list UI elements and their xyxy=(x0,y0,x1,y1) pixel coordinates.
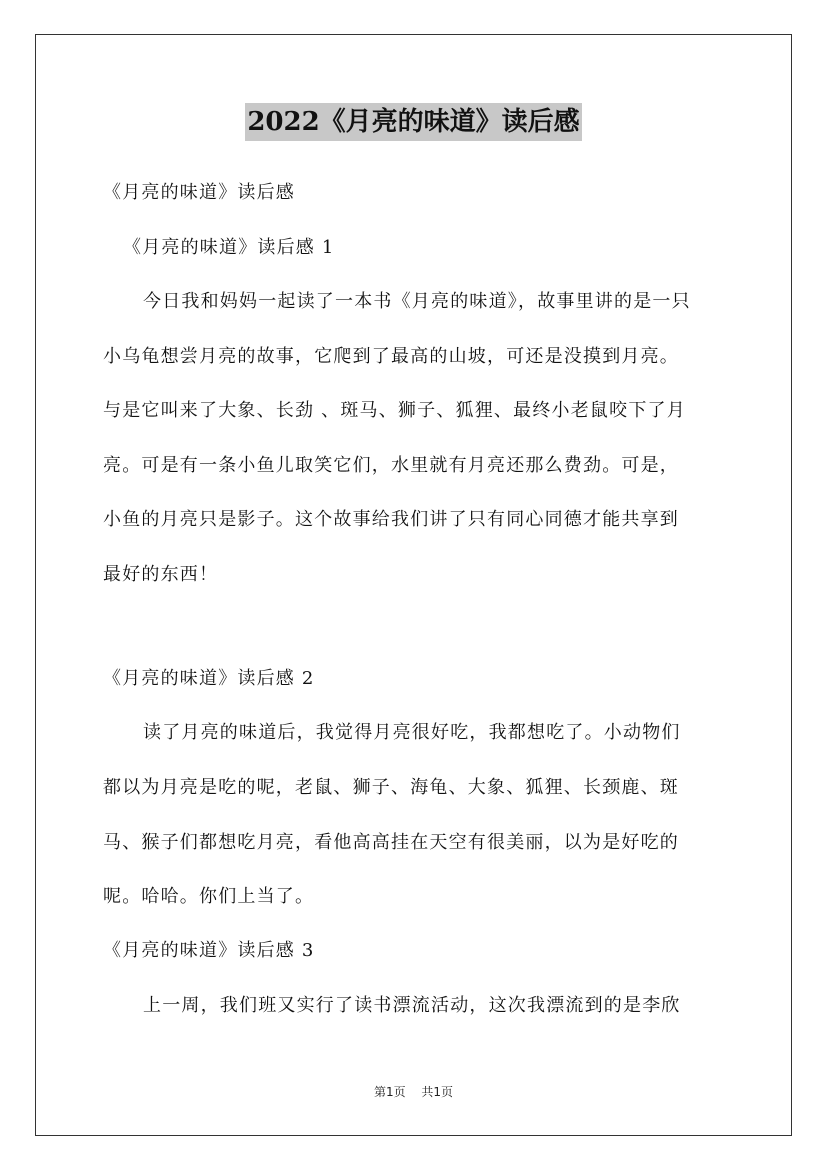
paragraph-line: 都以为月亮是吃的呢，老鼠、狮子、海龟、大象、狐狸、长颈鹿、斑 xyxy=(103,777,679,798)
paragraph-line: 读了月亮的味道后，我觉得月亮很好吃，我都想吃了。小动物们 xyxy=(143,722,681,743)
paragraph-line: 今日我和妈妈一起读了一本书《月亮的味道》，故事里讲的是一只 xyxy=(143,291,691,312)
page-footer xyxy=(0,1083,827,1100)
subheading-2: 《月亮的味道》读后感 2 xyxy=(103,668,315,689)
page-total: 共1页 xyxy=(421,1085,454,1099)
paragraph-line: 亮。可是有一条小鱼儿取笑它们，水里就有月亮还那么费劲。可是， xyxy=(103,455,679,476)
paragraph-line: 与是它叫来了大象、长劲 、斑马、狮子、狐狸、最终小老鼠咬下了月 xyxy=(103,400,686,421)
subheading-1: 《月亮的味道》读后感 1 xyxy=(123,237,335,258)
paragraph-line: 小乌龟想尝月亮的故事，它爬到了最高的山坡，可还是没摸到月亮。 xyxy=(103,346,679,367)
paragraph-line: 马、猴子们都想吃月亮，看他高高挂在天空有很美丽，以为是好吃的 xyxy=(103,832,679,853)
subheading-3: 《月亮的味道》读后感 3 xyxy=(103,940,315,961)
document-title-wrap xyxy=(0,103,827,141)
paragraph-line: 小鱼的月亮只是影子。这个故事给我们讲了只有同心同德才能共享到 xyxy=(103,509,679,530)
page-number: 第1页 xyxy=(373,1085,406,1099)
paragraph-line: 最好的东西！ xyxy=(103,564,219,585)
paragraph-line: 呢。哈哈。你们上当了。 xyxy=(103,886,315,907)
document-title: 2022《月亮的味道》读后感 xyxy=(245,103,581,141)
section-heading: 《月亮的味道》读后感 xyxy=(103,182,295,203)
paragraph-line: 上一周，我们班又实行了读书漂流活动，这次我漂流到的是李欣 xyxy=(143,995,681,1016)
